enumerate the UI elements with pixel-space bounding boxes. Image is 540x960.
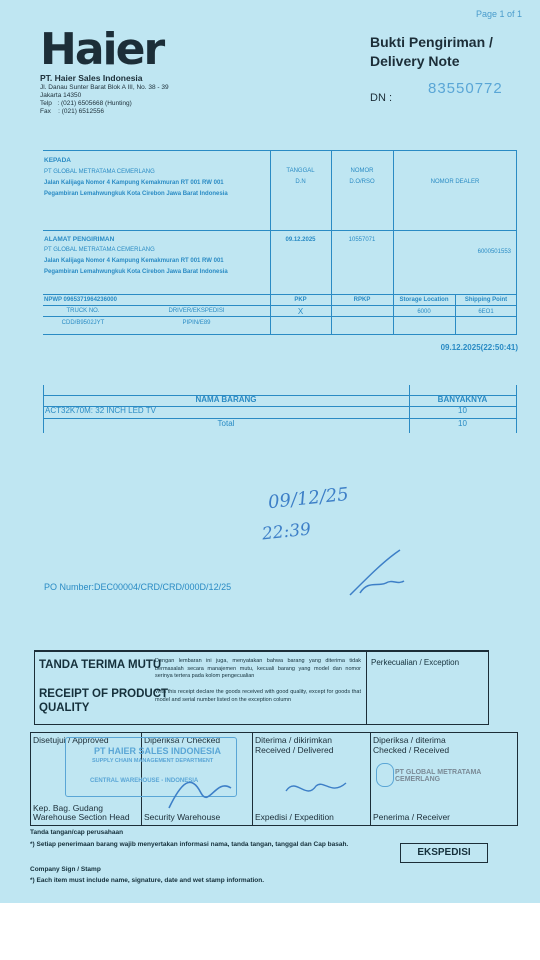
checked-signature <box>161 763 241 818</box>
company-address <box>40 84 169 116</box>
signature-scribble <box>340 545 410 605</box>
receiver-label-2: Checked / Received <box>373 745 450 755</box>
receipt-title-en-2: QUALITY <box>39 702 90 714</box>
approved-bottom-2: Warehouse Section Head <box>33 812 130 822</box>
expedition-bottom: Expedisi / Expedition <box>255 812 334 822</box>
telp-line <box>40 100 169 108</box>
receipt-text-id: Dengan lembaran ini juga, menyatakan bahwa barang yang diterima tidak bermasalah secara manajemen mutu, kecuali barang yang model dan nomor serinya tertera pada kolom pengecualian <box>155 658 361 679</box>
po-number: PO Number:DEC00004/CRD/CRD/000D/12/25 <box>44 582 232 592</box>
approved-bottom-1: Kep. Bag. Gudang <box>33 803 103 813</box>
rpkp-label: RPKP <box>353 297 371 303</box>
delivered-label-2: Received / Delivered <box>255 745 334 755</box>
tanggal-sub: D.N <box>295 179 306 185</box>
dealer-label: NOMOR DEALER <box>430 179 480 185</box>
checked-label: Diperiksa / Checked <box>144 735 221 745</box>
address-line-1: Jl. Danau Sunter Barat Blok A III, No. 38 - 39 <box>40 84 169 91</box>
stamp-line-3: CENTRAL WAREHOUSE - INDONESIA <box>90 778 199 784</box>
driver-label: DRIVER/EKSPEDISI <box>168 308 225 314</box>
delivered-label-1: Diterima / dikirimkan <box>255 735 332 745</box>
haier-logo: Haier <box>40 24 164 75</box>
total-label: Total <box>217 419 235 428</box>
stamp-line-2: SUPPLY CHAIN MANAGEMENT DEPARTMENT <box>92 758 214 764</box>
exception-label: Perkecualian / Exception <box>371 658 460 667</box>
document-title <box>370 33 493 71</box>
address-line-2: Jakarta 14350 <box>40 92 82 99</box>
receipt-title-en-1: RECEIPT OF PRODUCT <box>39 688 169 700</box>
tanggal-label: TANGGAL <box>286 168 315 174</box>
pkp-value: X <box>297 307 304 316</box>
recipient-address-1: Jalan Kalijaga Nomor 4 Kampung Kemakmuran RT 001 RW 001 <box>44 180 224 186</box>
dealer-value: 6000501553 <box>477 249 511 255</box>
alamat-label: ALAMAT PENGIRIMAN <box>44 236 115 243</box>
storage-label: Storage Location <box>399 297 449 303</box>
signature-grid <box>30 732 518 826</box>
ship-name: PT GLOBAL METRATAMA CEMERLANG <box>44 247 155 253</box>
checked-bottom: Security Warehouse <box>144 812 221 822</box>
item-name: ACT32K70M: 32 INCH LED TV <box>45 406 157 415</box>
handwritten-time: 22:39 <box>261 519 312 545</box>
fax-value: : (021) 6512556 <box>58 108 104 115</box>
recipient-address-2: Pegambiran Lemahwungkuk Kota Cirebon Jawa Barat Indonesia <box>44 191 228 197</box>
fax-label: Fax <box>40 108 51 115</box>
nomor-sub: D.O/RSO <box>349 179 375 185</box>
driver-value: PIPIN/E89 <box>182 320 211 326</box>
receiver-label-1: Diperiksa / diterima <box>373 735 446 745</box>
shipping-value: 6EO1 <box>478 309 494 315</box>
handwritten-date: 09/12/25 <box>267 483 350 514</box>
title-line-1: Bukti Pengiriman / <box>370 34 493 50</box>
receiver-stamp: PT GLOBAL METRATAMA CEMERLANG <box>395 769 482 783</box>
copy-label-box: EKSPEDISI <box>400 843 488 863</box>
recipient-table <box>43 150 517 335</box>
receiver-stamp-icon <box>376 763 394 787</box>
kepada-label: KEPADA <box>44 157 71 164</box>
receipt-box <box>34 650 489 725</box>
col-banyaknya: BANYAKNYA <box>437 395 488 404</box>
dn-number: 83550772 <box>428 80 503 97</box>
company-name: PT. Haier Sales Indonesia <box>40 73 143 83</box>
dn-label: DN : <box>370 92 392 104</box>
receiver-bottom: Penerima / Receiver <box>373 812 451 822</box>
npwp: NPWP 0965371964236000 <box>44 297 117 303</box>
storage-value: 6000 <box>417 309 431 315</box>
telp-label: Telp <box>40 100 52 107</box>
ship-address-1: Jalan Kalijaga Nomor 4 Kampung Kemakmuran RT 001 RW 001 <box>44 258 224 264</box>
note-2: *) Each item must include name, signature, date and wet stamp information. <box>30 877 265 884</box>
page-number: Page 1 of 1 <box>475 9 522 19</box>
fax-line <box>40 108 169 116</box>
recipient-name: PT GLOBAL METRATAMA CEMERLANG <box>44 169 155 175</box>
receipt-title-id: TANDA TERIMA MUTU <box>39 659 162 671</box>
truck-label: TRUCK NO. <box>66 308 100 314</box>
receipt-text-en: With this receipt declare the goods received with good quality, except for goods that model and serial number listed on the exception column <box>155 689 361 703</box>
nomor-label: NOMOR <box>350 168 374 174</box>
title-line-2: Delivery Note <box>370 53 460 69</box>
ship-address-2: Pegambiran Lemahwungkuk Kota Cirebon Jawa Barat Indonesia <box>44 269 228 275</box>
telp-value: : (021) 6505668 (Hunting) <box>57 100 132 107</box>
truck-value: CDD/B9502JYT <box>61 320 105 326</box>
approved-label: Disetujui / Approved <box>33 735 109 745</box>
pkp-label: PKP <box>294 297 307 303</box>
note-2-title: Company Sign / Stamp <box>30 866 101 873</box>
expedition-signature <box>276 771 356 806</box>
do-value: 10557071 <box>348 237 376 243</box>
item-qty: 10 <box>458 406 467 415</box>
total-value: 10 <box>458 419 467 428</box>
receipt-title-en <box>39 687 168 715</box>
items-table <box>43 385 517 433</box>
print-timestamp: 09.12.2025(22:50:41) <box>440 343 518 352</box>
note-1: *) Setiap penerimaan barang wajib menyertakan informasi nama, tanda tangan, tanggal dan Cap basah. <box>30 841 349 848</box>
stamp-line-1: PT HAIER SALES INDONESIA <box>94 746 222 756</box>
shipping-label: Shipping Point <box>464 297 508 303</box>
note-title: Tanda tangan/cap perusahaan <box>30 829 124 836</box>
date-value: 09.12.2025 <box>285 237 316 243</box>
col-nama-barang: NAMA BARANG <box>195 395 257 404</box>
